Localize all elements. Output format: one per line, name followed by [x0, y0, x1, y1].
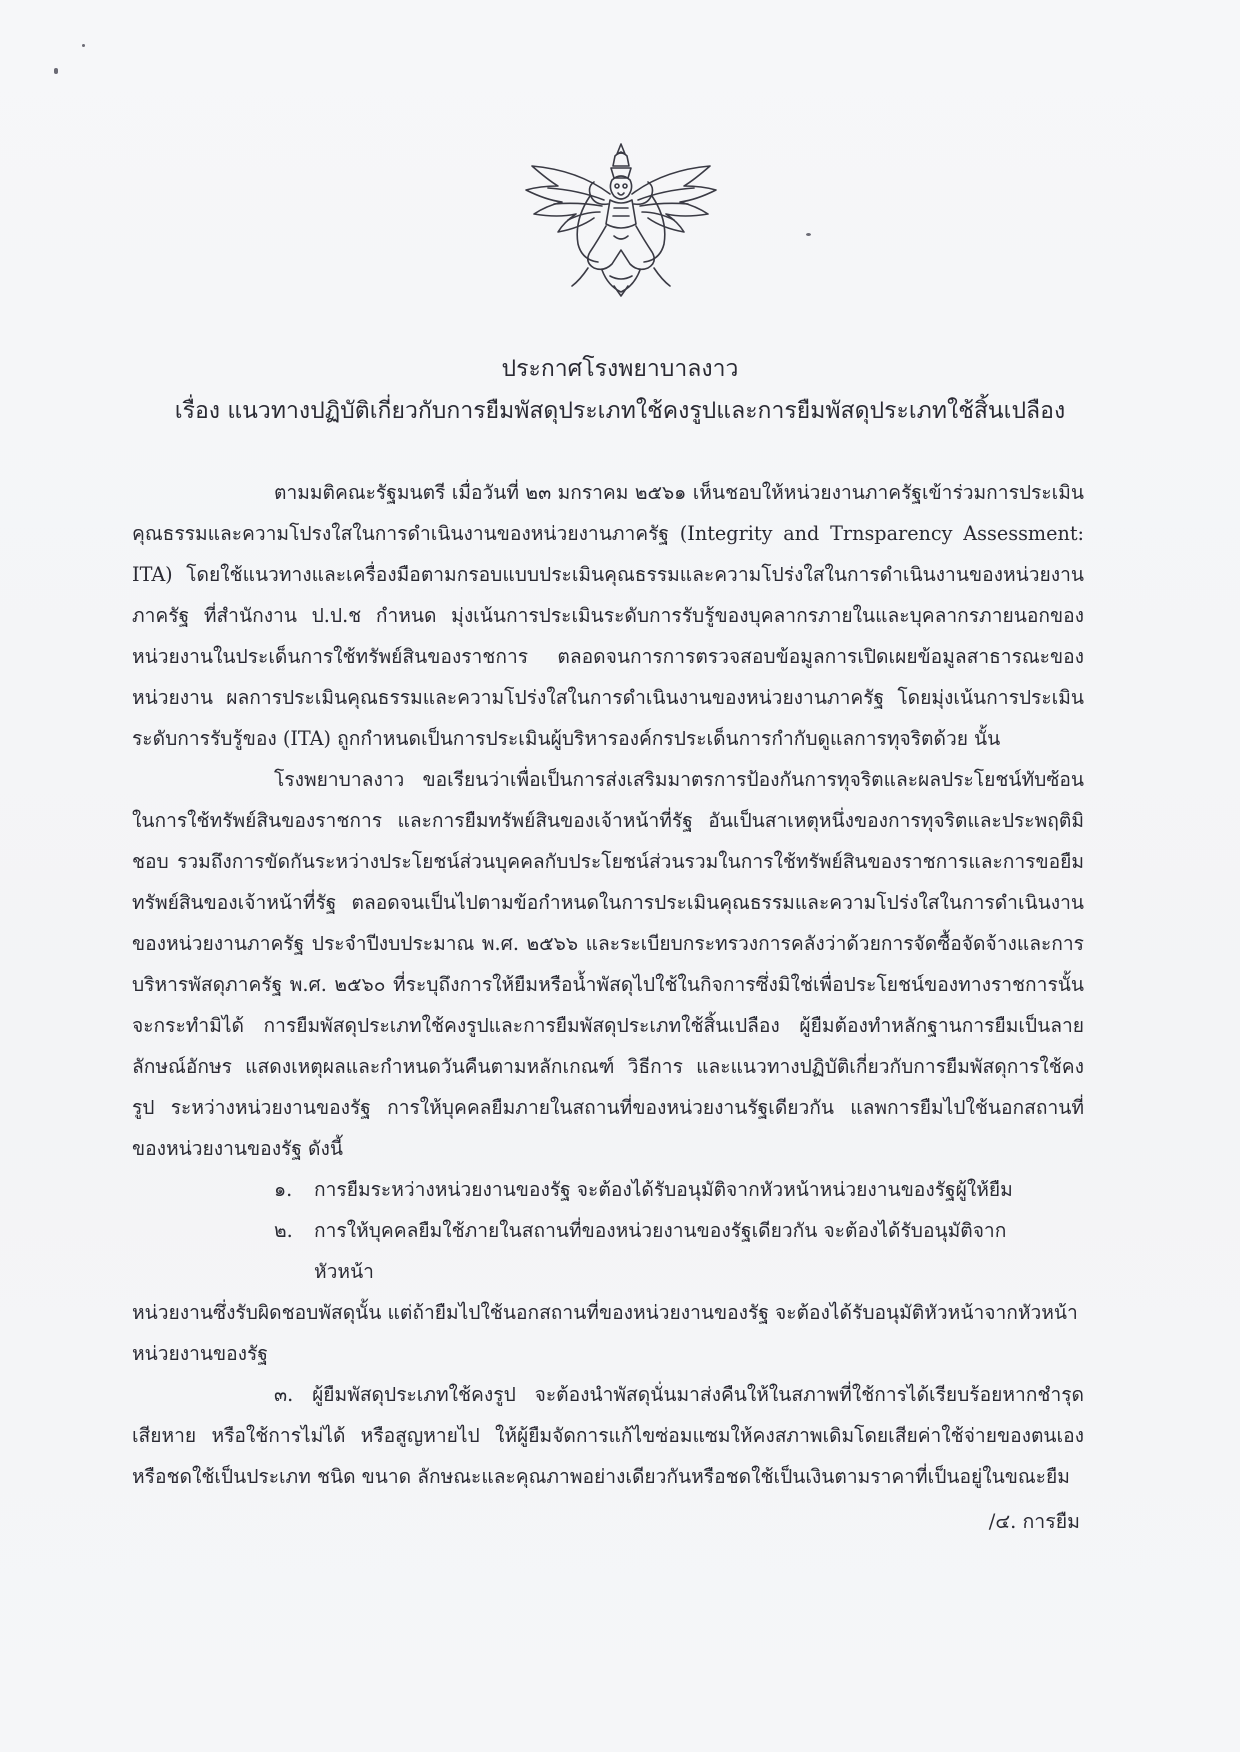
scan-speck [806, 233, 811, 236]
garuda-emblem-icon [518, 140, 724, 300]
scan-speck [82, 44, 85, 47]
paragraph-hospital-statement: โรงพยาบาลงาว ขอเรียนว่าเพื่อเป็นการส่งเสริมมาตรการป้องกันการทุจริตและผลประโยชน์ทับซ้อนในการใช้ทรัพย์สินของราชการ และการยืมทรัพย์สินของเจ้าหน้าที่รัฐ อันเป็นสาเหตุหนึ่งของการทุจริตและประพฤติมิชอบ รวมถึงการขัดกันระหว่างประโยชน์ส่วนบุคคลกับประโยชน์ส่วนรวมในการใช้ทรัพย์สินของราชการและการขอยืมทรัพย์สินของเจ้าหน้าที่รัฐ ตลอดจนเป็นไปตามข้อกำหนดในการประเมินคุณธรรมและความโปร่งใสในการดำเนินงานของหน่วยงานภาครัฐ ประจำปีงบประมาณ พ.ศ. ๒๕๖๖ และระเบียบกระทรวงการคลังว่าด้วยการจัดซื้อจัดจ้างและการบริหารพัสดุภาครัฐ พ.ศ. ๒๕๖๐ ที่ระบุถึงการให้ยืมหรือน้ำพัสดุไปใช้ในกิจการซึ่งมิใช่เพื่อประโยชน์ของทางราชการนั้นจะกระทำมิได้ การยืมพัสดุประเภทใช้คงรูปและการยืมพัสดุประเภทใช้สิ้นเปลือง ผู้ยืมต้องทำหลักฐานการยืมเป็นลายลักษณ์อักษร แสดงเหตุผลและกำหนดวันคืนตามหลักเกณฑ์ วิธีการ และแนวทางปฏิบัติเกี่ยวกับการยืมพัสดุการใช้คงรูป ระหว่างหน่วยงานของรัฐ การให้บุคคลยืมภายในสถานที่ของหน่วยงานรัฐเดียวกัน แลพการยืมไปใช้นอกสถานที่ของหน่วยงานของรัฐ ดังนี้ [132, 768, 1084, 1160]
paragraph-resolution: ตามมติคณะรัฐมนตรี เมื่อวันที่ ๒๓ มกราคม ๒๕๖๑ เห็นชอบให้หน่วยงานภาครัฐเข้าร่วมการประเมินคุณธรรมและความโปรงใสในการดำเนินงานของหน่วยงานภาครัฐ (Integrity and Trnsparency Assessment: ITA) โดยใช้แนวทางและเครื่องมือตามกรอบแบบประเมินคุณธรรมและความโปร่งใสในการดำเนินงานของหน่วยงานภาครัฐ ที่สำนักงาน ป.ป.ช กำหนด มุ่งเน้นการประเมินระดับการรับรู้ของบุคลากรภายในและบุคลากรภายนอกของหน่วยงานในประเด็นการใช้ทรัพย์สินของราชการ ตลอดจนการการตรวจสอบข้อมูลการเปิดเผยข้อมูลสาธารณะของหน่วยงาน ผลการประเมินคุณธรรมและความโปร่งใสในการดำเนินงานของหน่วยงานภาครัฐ โดยมุ่งเน้นการประเมินระดับการรับรู้ของ (ITA) ถูกกำหนดเป็นการประเมินผู้บริหารองค์กรประเด็นการกำกับดูแลการทุจริตด้วย นั้น [132, 481, 1084, 750]
list-item [132, 1210, 1084, 1292]
document-body [132, 472, 1084, 1497]
page-continuation-marker: /๔. การยืม [988, 1510, 1080, 1533]
list-item-number: ๒. [274, 1219, 293, 1242]
announcement-title: ประกาศโรงพยาบาลงาว [501, 356, 739, 382]
announcement-subject: เรื่อง แนวทางปฏิบัติเกี่ยวกับการยืมพัสดุประเภทใช้คงรูปและการยืมพัสดุประเภทใช้สิ้นเปลือง [174, 398, 1066, 424]
paragraph-borrower-duty: ๓. ผู้ยืมพัสดุประเภทใช้คงรูป จะต้องนำพัสดุนั่นมาส่งคืนให้ในสภาพที่ใช้การได้เรียบร้อยหากชำรุดเสียหาย หรือใช้การไม่ได้ หรือสูญหายไป ให้ผู้ยืมจัดการแก้ไขซ่อมแซมให้คงสภาพเดิมโดยเสียค่าใช้จ่ายของตนเอง หรือชดใช้เป็นประเภท ชนิด ขนาด ลักษณะและคุณภาพอย่างเดียวกันหรือชดใช้เป็นเงินตามราคาที่เป็นอยู่ในขณะยืม [132, 1383, 1084, 1488]
list-item-number: ๑. [274, 1178, 293, 1201]
list-item [132, 1169, 1084, 1210]
list-item-continuation: หน่วยงานซึ่งรับผิดชอบพัสดุนั้น แต่ถ้ายืมไปใช้นอกสถานที่ของหน่วยงานของรัฐ จะต้องได้รับอนุมัติหัวหน้าจากหัวหน้าหน่วยงานของรัฐ [132, 1301, 1078, 1365]
list-item-text: การยืมระหว่างหน่วยงานของรัฐ จะต้องได้รับอนุมัติจากหัวหน้าหน่วยงานของรัฐผู้ให้ยืม [314, 1178, 1013, 1201]
scan-speck [54, 68, 58, 74]
list-item-text: การให้บุคคลยืมใช้ภายในสถานที่ของหน่วยงานของรัฐเดียวกัน จะต้องได้รับอนุมัติจาก หัวหน้า [314, 1219, 1007, 1283]
